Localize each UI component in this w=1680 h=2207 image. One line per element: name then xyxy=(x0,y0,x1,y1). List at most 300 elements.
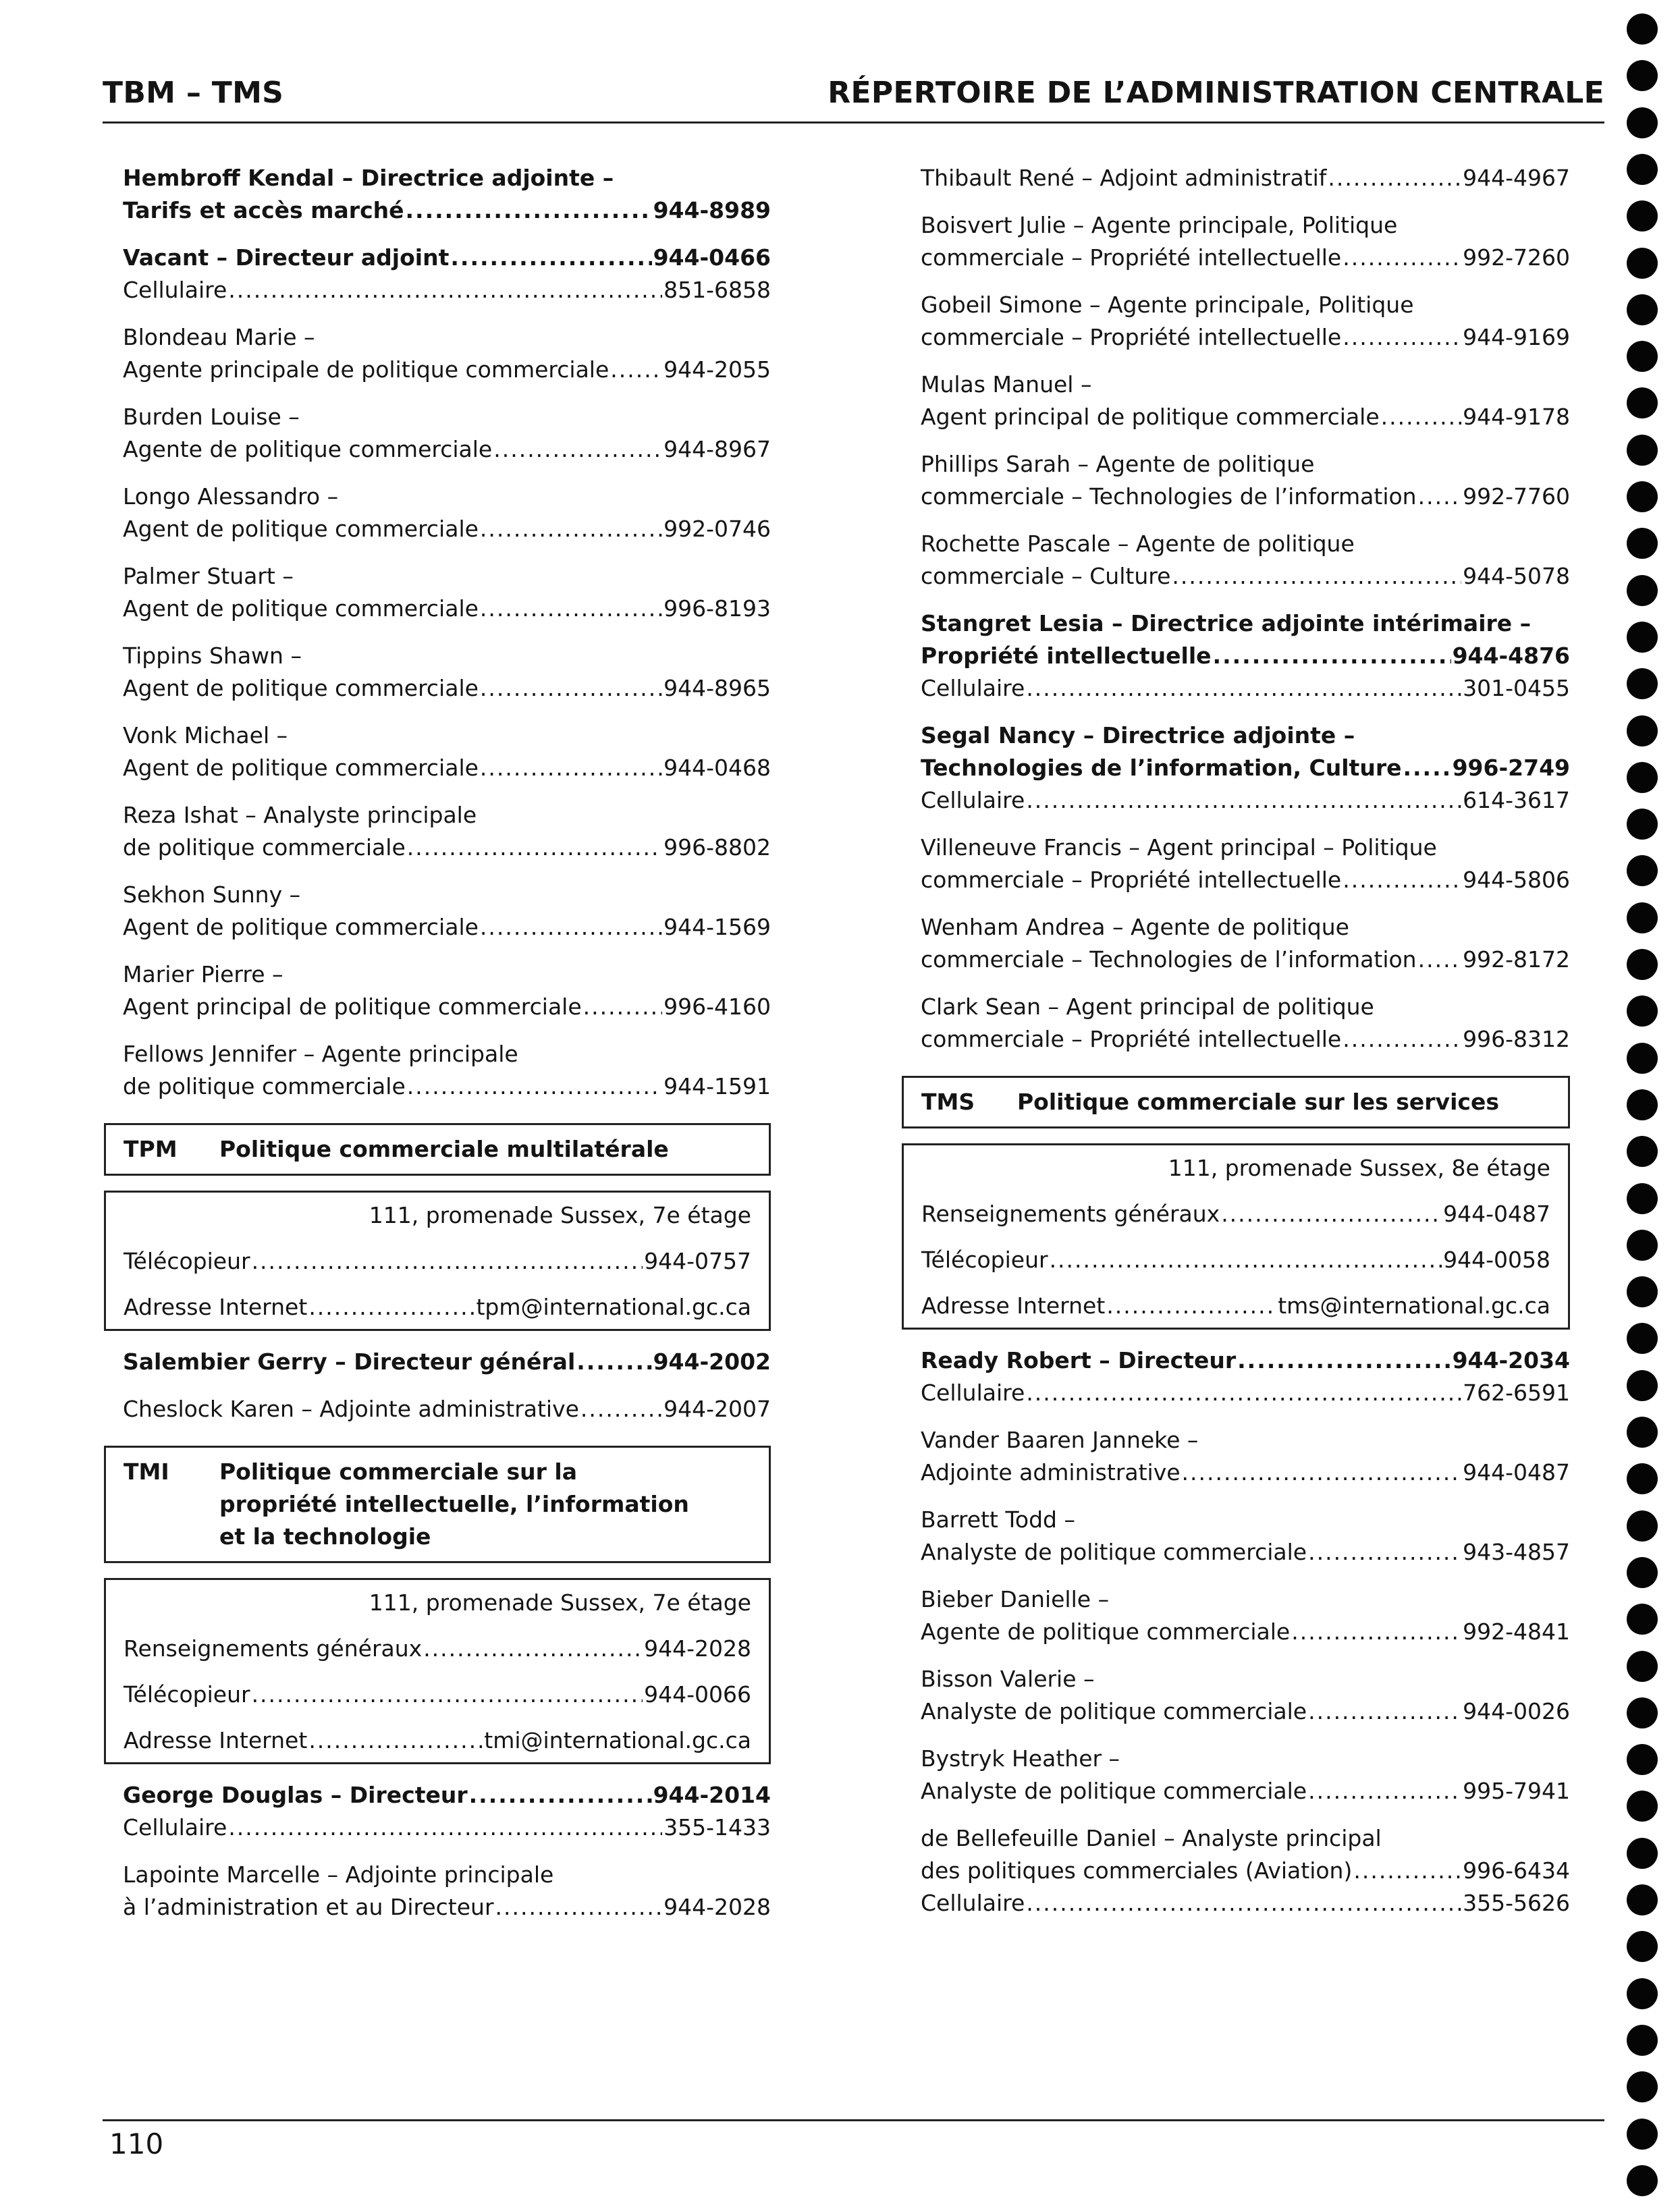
info-value: 944-2028 xyxy=(644,1635,751,1662)
dot-leader xyxy=(1328,162,1461,194)
entry-label: des politiques commerciales (Aviation) xyxy=(921,1857,1353,1884)
phone-number: 944-0466 xyxy=(653,244,771,271)
binder-hole xyxy=(1627,1604,1658,1635)
phone-number: 996-2749 xyxy=(1452,755,1570,781)
entry-label: Salembier Gerry – Directeur général xyxy=(123,1348,576,1375)
entry-name-line: Sekhon Sunny – xyxy=(123,881,301,908)
directory-entry xyxy=(123,799,771,864)
dot-leader xyxy=(493,433,662,466)
entry-name-line: Segal Nancy – Directrice adjointe – xyxy=(921,722,1355,748)
dot-leader xyxy=(1308,1536,1461,1569)
binder-hole xyxy=(1627,1043,1658,1074)
dot-leader xyxy=(480,593,662,625)
directory-entry xyxy=(921,607,1570,705)
directory-entry xyxy=(123,560,771,625)
entry-label: commerciale – Technologies de l’information xyxy=(921,483,1417,510)
binder-hole xyxy=(1627,1370,1658,1401)
directory-entry xyxy=(123,1346,771,1378)
binder-hole xyxy=(1627,1838,1658,1869)
section-title-box xyxy=(104,1123,771,1176)
dot-leader xyxy=(1026,1887,1461,1919)
entry-label: commerciale – Propriété intellectuelle xyxy=(921,324,1342,350)
dot-leader xyxy=(1172,560,1461,593)
binder-hole xyxy=(1627,481,1658,512)
entry-phone-row xyxy=(921,944,1570,976)
phone-number: 992-7260 xyxy=(1463,244,1570,271)
entry-label: Analyste de politique commerciale xyxy=(921,1698,1307,1724)
section-code-header: TBM – TMS xyxy=(103,76,284,110)
entry-label: Vacant – Directeur adjoint xyxy=(123,244,450,271)
entry-name-line: Palmer Stuart – xyxy=(123,563,294,589)
binder-hole xyxy=(1627,809,1658,840)
entry-phone-row xyxy=(921,1344,1570,1377)
info-value: 944-0487 xyxy=(1443,1201,1550,1227)
dot-leader xyxy=(308,1291,475,1324)
cellular-row xyxy=(123,274,771,306)
entry-phone-row xyxy=(123,593,771,625)
entry-name-line: Reza Ishat – Analyste principale xyxy=(123,802,477,828)
entry-phone-row xyxy=(123,354,771,386)
info-row xyxy=(124,1724,751,1757)
binder-hole xyxy=(1627,2165,1658,2196)
entry-label: Agent principal de politique commerciale xyxy=(921,404,1380,430)
cellular-label: Cellulaire xyxy=(921,787,1025,813)
directory-entry xyxy=(123,1779,771,1844)
binder-hole xyxy=(1627,1136,1658,1167)
section-name-line: Politique commerciale sur la xyxy=(219,1459,578,1485)
section-info-box xyxy=(104,1578,771,1764)
entry-name-line: Vander Baaren Janneke – xyxy=(921,1427,1199,1453)
phone-number: 944-9169 xyxy=(1463,324,1570,350)
header-rule xyxy=(103,121,1604,124)
entry-name-line: Bisson Valerie – xyxy=(921,1666,1095,1692)
entry-label: commerciale – Propriété intellectuelle xyxy=(921,244,1342,271)
section-code: TMS xyxy=(921,1089,975,1115)
phone-number: 944-0487 xyxy=(1463,1459,1570,1486)
entry-name-line: de Bellefeuille Daniel – Analyste principal xyxy=(921,1825,1382,1851)
directory-entry xyxy=(921,448,1570,513)
entry-phone-row xyxy=(921,1695,1570,1728)
entry-phone-row xyxy=(921,1616,1570,1648)
section-name-line: propriété intellectuelle, l’information xyxy=(219,1491,689,1517)
binder-hole xyxy=(1627,1323,1658,1354)
cellular-number: 851-6858 xyxy=(663,277,771,303)
entry-name-line: Bieber Danielle – xyxy=(921,1586,1110,1612)
directory-entry xyxy=(921,1504,1570,1569)
directory-entry xyxy=(921,528,1570,593)
directory-entry xyxy=(123,879,771,944)
binder-hole xyxy=(1627,1651,1658,1682)
cellular-number: 301-0455 xyxy=(1463,675,1570,701)
phone-number: 944-2014 xyxy=(653,1782,771,1808)
directory-entry xyxy=(123,719,771,784)
dot-leader xyxy=(1106,1290,1276,1322)
entry-phone-row xyxy=(921,242,1570,274)
entry-name-line: Rochette Pascale – Agente de politique xyxy=(921,530,1355,557)
dot-leader xyxy=(1308,1695,1461,1728)
cellular-label: Cellulaire xyxy=(123,277,227,303)
phone-number: 944-8965 xyxy=(663,675,771,701)
section-entries xyxy=(921,1344,1570,1919)
dot-leader xyxy=(583,991,662,1023)
directory-entry xyxy=(921,369,1570,433)
entry-label: de politique commerciale xyxy=(123,834,406,861)
dot-leader xyxy=(1026,672,1461,705)
binder-hole xyxy=(1627,2071,1658,2102)
cellular-row xyxy=(921,1887,1570,1919)
phone-number: 944-8967 xyxy=(663,436,771,462)
binder-hole xyxy=(1627,855,1658,886)
dot-leader xyxy=(406,194,652,227)
phone-number: 996-6434 xyxy=(1463,1857,1570,1884)
entry-phone-row xyxy=(123,513,771,545)
binder-hole xyxy=(1627,622,1658,653)
entry-label: Analyste de politique commerciale xyxy=(921,1778,1307,1804)
cellular-number: 355-5626 xyxy=(1463,1890,1570,1916)
binder-hole xyxy=(1627,1089,1658,1120)
entry-phone-row xyxy=(921,1775,1570,1807)
dot-leader xyxy=(1050,1244,1442,1276)
info-value: 944-0058 xyxy=(1443,1247,1550,1273)
entry-label: à l’administration et au Directeur xyxy=(123,1894,494,1920)
directory-entry xyxy=(921,1822,1570,1919)
binder-hole xyxy=(1627,1697,1658,1728)
cellular-label: Cellulaire xyxy=(921,675,1025,701)
binder-hole xyxy=(1627,1744,1658,1775)
left-column xyxy=(123,162,771,1938)
entry-name-line: Clark Sean – Agent principal de politique xyxy=(921,993,1374,1020)
entry-phone-row xyxy=(123,1346,771,1378)
dot-leader xyxy=(252,1245,643,1278)
phone-number: 944-2007 xyxy=(663,1396,771,1422)
binder-hole xyxy=(1627,1791,1658,1822)
entry-name-line: Barrett Todd – xyxy=(921,1506,1075,1533)
phone-number: 943-4857 xyxy=(1463,1539,1570,1565)
binder-hole xyxy=(1627,1557,1658,1588)
dot-leader xyxy=(1221,1198,1442,1230)
entry-label: Agent de politique commerciale xyxy=(123,755,479,781)
section-title-box xyxy=(104,1446,771,1563)
binder-holes xyxy=(1624,0,1664,2207)
binder-hole xyxy=(1627,1978,1658,2009)
entry-name-line: Stangret Lesia – Directrice adjointe intérimaire – xyxy=(921,610,1532,636)
entry-name-line: Bystryk Heather – xyxy=(921,1745,1120,1772)
directory-entry xyxy=(921,911,1570,976)
dot-leader xyxy=(480,513,662,545)
dot-leader xyxy=(480,752,662,784)
entry-name-line: Marier Pierre – xyxy=(123,961,283,987)
section-name-line: et la technologie xyxy=(219,1523,431,1550)
entry-phone-row xyxy=(123,1393,771,1425)
info-label: Renseignements généraux xyxy=(921,1201,1220,1227)
entry-phone-row xyxy=(921,1536,1570,1569)
phone-number: 944-1569 xyxy=(663,914,771,940)
directory-entry xyxy=(921,1583,1570,1648)
entry-phone-row xyxy=(123,1891,771,1924)
entry-phone-row xyxy=(123,433,771,466)
binder-hole xyxy=(1627,1183,1658,1214)
entry-label: Agente de politique commerciale xyxy=(921,1618,1291,1645)
section-code: TPM xyxy=(124,1136,178,1162)
binder-hole xyxy=(1627,1417,1658,1448)
cellular-number: 762-6591 xyxy=(1463,1380,1570,1406)
dot-leader xyxy=(228,1811,662,1844)
entry-phone-row xyxy=(921,162,1570,194)
entry-phone-row xyxy=(921,1023,1570,1056)
entry-phone-row xyxy=(123,1070,771,1103)
entry-name-line: Vonk Michael – xyxy=(123,722,288,748)
info-row xyxy=(921,1244,1550,1276)
directory-entry xyxy=(921,991,1570,1056)
entry-label: Agent de politique commerciale xyxy=(123,675,479,701)
info-value: tms@international.gc.ca xyxy=(1278,1292,1550,1319)
info-row xyxy=(124,1245,751,1278)
binder-hole xyxy=(1627,715,1658,746)
phone-number: 996-8193 xyxy=(663,595,771,622)
dot-leader xyxy=(1182,1456,1462,1489)
binder-hole xyxy=(1627,2119,1658,2150)
dot-leader xyxy=(610,354,662,386)
dot-leader xyxy=(1403,752,1451,784)
info-value: tmi@international.gc.ca xyxy=(484,1727,751,1753)
directory-entry xyxy=(123,321,771,386)
entry-label: Adjointe administrative xyxy=(921,1459,1181,1486)
info-row xyxy=(124,1633,751,1665)
dot-leader xyxy=(423,1633,643,1665)
entry-phone-row xyxy=(921,1456,1570,1489)
entry-label: George Douglas – Directeur xyxy=(123,1782,468,1808)
dot-leader xyxy=(1291,1616,1461,1648)
binder-hole xyxy=(1627,1884,1658,1915)
info-label: Télécopieur xyxy=(921,1247,1048,1273)
entry-phone-row xyxy=(921,640,1570,672)
dot-leader xyxy=(1026,1377,1461,1409)
binder-hole xyxy=(1627,387,1658,418)
phone-number: 996-8312 xyxy=(1463,1026,1570,1052)
entry-phone-row xyxy=(123,194,771,227)
binder-hole xyxy=(1627,996,1658,1027)
info-label: Adresse Internet xyxy=(124,1294,308,1320)
entry-phone-row xyxy=(921,752,1570,784)
cellular-label: Cellulaire xyxy=(123,1814,227,1841)
binder-hole xyxy=(1627,1931,1658,1962)
section-name-line: Politique commerciale sur les services xyxy=(1017,1089,1499,1115)
entry-phone-row xyxy=(123,672,771,705)
entry-phone-row xyxy=(921,560,1570,593)
phone-number: 944-0468 xyxy=(663,755,771,781)
binder-hole xyxy=(1627,575,1658,606)
binder-hole xyxy=(1627,248,1658,279)
cellular-row xyxy=(921,784,1570,817)
phone-number: 992-8172 xyxy=(1463,946,1570,973)
binder-hole xyxy=(1627,60,1658,91)
info-value: 944-0066 xyxy=(644,1681,751,1708)
info-row xyxy=(124,1291,751,1324)
directory-entry xyxy=(921,1743,1570,1807)
dot-leader xyxy=(495,1891,663,1924)
dot-leader xyxy=(1418,944,1462,976)
phone-number: 995-7941 xyxy=(1463,1778,1570,1804)
binder-hole xyxy=(1627,200,1658,231)
cellular-label: Cellulaire xyxy=(921,1380,1025,1406)
entry-label: Agent de politique commerciale xyxy=(123,595,479,622)
entry-label: Agent de politique commerciale xyxy=(123,516,479,542)
dot-leader xyxy=(1213,640,1451,672)
entry-name-line: Hembroff Kendal – Directrice adjointe – xyxy=(123,165,614,191)
entry-label: Thibault René – Adjoint administratif xyxy=(921,165,1327,191)
dot-leader xyxy=(228,274,662,306)
section-entries xyxy=(123,1779,771,1924)
info-value: 944-0757 xyxy=(644,1248,751,1274)
entry-name-line: Tippins Shawn – xyxy=(123,643,302,669)
info-label: Télécopieur xyxy=(124,1681,250,1708)
binder-hole xyxy=(1627,1510,1658,1542)
section-info-box xyxy=(902,1143,1570,1330)
info-row xyxy=(921,1290,1550,1322)
phone-number: 992-0746 xyxy=(663,516,771,542)
directory-entry xyxy=(123,242,771,306)
binder-hole xyxy=(1627,1463,1658,1494)
cellular-row xyxy=(921,1377,1570,1409)
phone-number: 992-7760 xyxy=(1463,483,1570,510)
entry-name-line: Phillips Sarah – Agente de politique xyxy=(921,451,1315,477)
entry-phone-row xyxy=(123,1779,771,1811)
entry-name-line: Longo Alessandro – xyxy=(123,483,339,510)
section-title-box xyxy=(902,1076,1570,1128)
info-label: Renseignements généraux xyxy=(124,1635,423,1662)
section-address: 111, promenade Sussex, 7e étage xyxy=(369,1202,751,1228)
dot-leader xyxy=(1026,784,1461,817)
phone-number: 944-2055 xyxy=(663,356,771,383)
entry-label: commerciale – Technologies de l’information xyxy=(921,946,1417,973)
phone-number: 944-5806 xyxy=(1463,867,1570,893)
entry-label: Technologies de l’information, Culture xyxy=(921,755,1402,781)
binder-hole xyxy=(1627,154,1658,185)
cellular-number: 614-3617 xyxy=(1463,787,1570,813)
entry-name-line: Burden Louise – xyxy=(123,404,300,430)
entry-label: commerciale – Culture xyxy=(921,563,1171,589)
directory-entry xyxy=(921,719,1570,817)
entry-phone-row xyxy=(921,401,1570,433)
directory-title-header: RÉPERTOIRE DE L’ADMINISTRATION CENTRALE xyxy=(828,76,1604,110)
binder-hole xyxy=(1627,435,1658,466)
binder-hole xyxy=(1627,762,1658,793)
entry-label: Agent de politique commerciale xyxy=(123,914,479,940)
phone-number: 944-0026 xyxy=(1463,1698,1570,1724)
tms-section xyxy=(921,1076,1570,1919)
section-code: TMI xyxy=(124,1459,169,1485)
entry-name-line: Villeneuve Francis – Agent principal – Politique xyxy=(921,834,1437,861)
directory-entry xyxy=(921,162,1570,194)
tmi-section xyxy=(123,1446,771,1924)
tpm-section xyxy=(123,1123,771,1425)
dot-leader xyxy=(308,1724,483,1757)
entry-name-line: Lapointe Marcelle – Adjointe principale xyxy=(123,1861,554,1888)
binder-hole xyxy=(1627,949,1658,980)
directory-entry xyxy=(123,162,771,227)
section-name xyxy=(219,1133,751,1166)
phone-number: 944-2002 xyxy=(653,1348,771,1375)
entry-phone-row xyxy=(921,864,1570,896)
directory-entry xyxy=(123,481,771,545)
dot-leader xyxy=(1343,242,1461,274)
phone-number: 944-4967 xyxy=(1463,165,1570,191)
dot-leader xyxy=(407,832,662,864)
binder-hole xyxy=(1627,1276,1658,1307)
dot-leader xyxy=(1353,1855,1461,1887)
binder-hole xyxy=(1627,294,1658,325)
section-name xyxy=(219,1456,751,1553)
entry-phone-row xyxy=(123,832,771,864)
directory-entry xyxy=(123,640,771,705)
entry-phone-row xyxy=(123,911,771,944)
cellular-row xyxy=(921,672,1570,705)
entry-name-line: Fellows Jennifer – Agente principale xyxy=(123,1041,518,1067)
section-info-box xyxy=(104,1191,771,1331)
entry-label: de politique commerciale xyxy=(123,1073,406,1099)
section-entries xyxy=(123,1346,771,1425)
phone-number: 944-1591 xyxy=(663,1073,771,1099)
binder-hole xyxy=(1627,902,1658,933)
section-name-line: Politique commerciale multilatérale xyxy=(219,1136,669,1162)
dot-leader xyxy=(1308,1775,1461,1807)
info-label: Télécopieur xyxy=(124,1248,250,1274)
dot-leader xyxy=(1343,1023,1461,1056)
entry-name-line: Blondeau Marie – xyxy=(123,324,315,350)
directory-entry xyxy=(921,209,1570,274)
cellular-row xyxy=(123,1811,771,1844)
directory-entry xyxy=(123,1859,771,1924)
entry-label: Analyste de politique commerciale xyxy=(921,1539,1307,1565)
cellular-label: Cellulaire xyxy=(921,1890,1025,1916)
directory-entry xyxy=(123,1393,771,1425)
directory-entry xyxy=(921,1663,1570,1728)
entry-phone-row xyxy=(123,991,771,1023)
entry-label: Agente principale de politique commerciale xyxy=(123,356,609,383)
binder-hole xyxy=(1627,341,1658,372)
directory-entry xyxy=(921,289,1570,354)
entry-label: commerciale – Propriété intellectuelle xyxy=(921,867,1342,893)
right-entries xyxy=(921,162,1570,1056)
section-address: 111, promenade Sussex, 7e étage xyxy=(369,1589,751,1616)
left-entries xyxy=(123,162,771,1103)
dot-leader xyxy=(1343,321,1461,354)
right-column xyxy=(921,162,1570,1934)
dot-leader xyxy=(480,672,662,705)
directory-entry xyxy=(123,1038,771,1103)
info-value: tpm@international.gc.ca xyxy=(476,1294,751,1320)
entry-name-line: Gobeil Simone – Agente principale, Politique xyxy=(921,292,1414,318)
section-address: 111, promenade Sussex, 8e étage xyxy=(1168,1155,1550,1181)
entry-phone-row xyxy=(123,242,771,274)
dot-leader xyxy=(1237,1344,1451,1377)
entry-label: Propriété intellectuelle xyxy=(921,643,1212,669)
page-number: 110 xyxy=(109,2127,164,2160)
phone-number: 996-8802 xyxy=(663,834,771,861)
binder-hole xyxy=(1627,668,1658,699)
phone-number: 944-2028 xyxy=(663,1894,771,1920)
cellular-number: 355-1433 xyxy=(663,1814,771,1841)
entry-label: Cheslock Karen – Adjointe administrative xyxy=(123,1396,579,1422)
dot-leader xyxy=(580,1393,662,1425)
entry-phone-row xyxy=(123,752,771,784)
phone-number: 944-2034 xyxy=(1452,1347,1570,1373)
dot-leader xyxy=(1381,401,1461,433)
info-label: Adresse Internet xyxy=(124,1727,308,1753)
entry-name-line: Wenham Andrea – Agente de politique xyxy=(921,914,1349,940)
dot-leader xyxy=(1418,481,1462,513)
entry-phone-row xyxy=(921,1855,1570,1887)
